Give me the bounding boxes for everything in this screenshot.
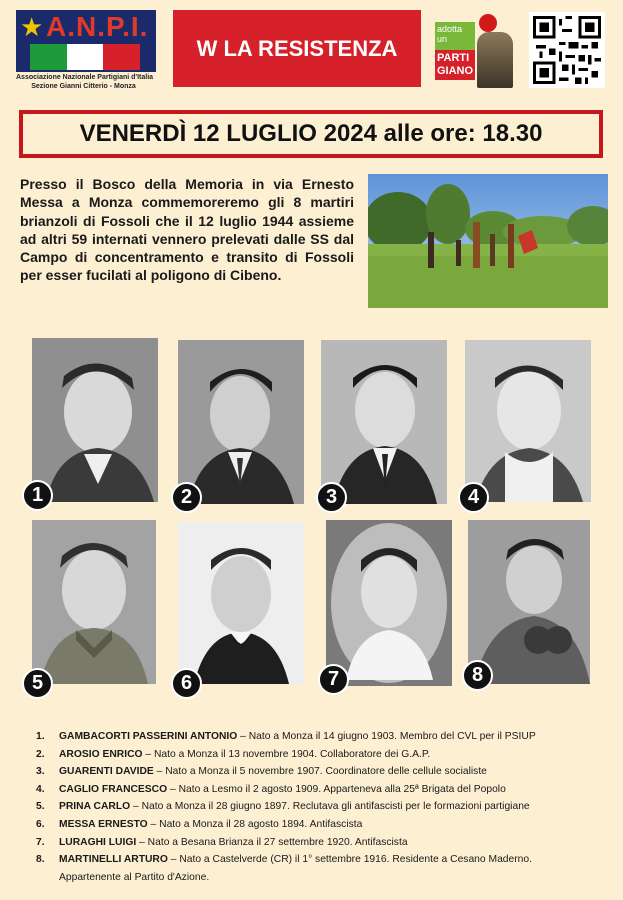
martyr-detail: – Nato a Monza il 13 novembre 1904. Collaboratore dei G.A.P.	[142, 748, 431, 760]
martyr-name: MESSA ERNESTO	[59, 818, 148, 830]
logo-org-line1: Associazione Nazionale Partigiani d'Italia	[16, 74, 154, 81]
adotta-partigiano-logo	[435, 12, 517, 90]
list-item-number	[36, 869, 59, 887]
date-banner: VENERDÌ 12 LUGLIO 2024 alle ore: 18.30	[19, 110, 603, 158]
adotta-parti-text: PARTI GIANO	[435, 50, 475, 80]
martyr-name: AROSIO ENRICO	[59, 748, 143, 760]
martyr-name: CAGLIO FRANCESCO	[59, 783, 168, 795]
martyr-detail: – Nato a Monza il 28 agosto 1894. Antifascista	[147, 818, 363, 830]
portrait-photo	[468, 520, 590, 684]
portrait-photo	[465, 340, 591, 502]
list-item-number: 4.	[36, 783, 45, 795]
list-item	[36, 728, 596, 746]
portrait-number-badge: 1	[22, 480, 53, 511]
martyr-detail: – Nato a Monza il 5 novembre 1907. Coordinatore delle cellule socialiste	[153, 766, 487, 778]
list-item-number: 6.	[36, 818, 45, 830]
list-item-number: 2.	[36, 748, 45, 760]
list-item	[36, 834, 596, 852]
list-item	[36, 851, 596, 869]
list-item	[36, 869, 596, 887]
portrait-photo	[321, 340, 447, 504]
martyr-name: MARTINELLI ARTURO	[59, 854, 168, 866]
italian-flag-icon	[30, 44, 140, 70]
martyr-detail: – Nato a Lesmo il 2 agosto 1909. Apparteneva alla 25ª Brigata del Popolo	[167, 783, 506, 795]
list-item-number: 1.	[36, 731, 45, 742]
qr-code[interactable]	[529, 12, 605, 88]
adotta-text: adotta un	[435, 22, 475, 52]
star-icon: ★	[20, 12, 44, 42]
portrait-number-badge: 3	[316, 482, 347, 513]
portrait-number-badge: 4	[458, 482, 489, 513]
list-item	[36, 816, 596, 834]
martyr-detail: – Nato a Monza il 28 giugno 1897. Reclutava gli antifascisti per le formazioni partigiane	[130, 801, 530, 813]
portrait-photo	[178, 522, 304, 684]
list-item	[36, 763, 596, 781]
memorial-park-photo	[368, 174, 608, 308]
logo-letters: A.N.P.I.	[46, 11, 149, 42]
list-item	[36, 781, 596, 799]
portrait-number-badge: 2	[171, 482, 202, 513]
poppy-icon	[479, 14, 497, 32]
qr-code-icon	[533, 16, 601, 84]
martyr-detail: – Nato a Castelverde (CR) il 1° settembre 1916. Residente a Cesano Maderno.	[167, 854, 532, 866]
list-item-number: 3.	[36, 766, 45, 778]
logo-org-name	[16, 73, 161, 91]
anpi-logo	[16, 10, 156, 92]
list-item	[36, 746, 596, 764]
list-item-number: 7.	[36, 836, 45, 848]
martyr-name: PRINA CARLO	[59, 801, 131, 813]
martyr-detail: – Nato a Monza il 14 giugno 1903. Membro del CVL per il PSIUP	[237, 731, 536, 742]
portrait-photo	[32, 338, 158, 502]
logo-org-line2: Sezione Gianni Citterio - Monza	[31, 83, 136, 90]
martyr-name: LURAGHI LUIGI	[59, 836, 137, 848]
portrait-number-badge: 6	[171, 668, 202, 699]
list-item-number: 5.	[36, 801, 45, 813]
partisan-figure-icon	[477, 32, 513, 88]
portrait-number-badge: 5	[22, 668, 53, 699]
portrait-number-badge: 8	[462, 660, 493, 691]
list-item-number: 8.	[36, 854, 45, 866]
portrait-number-badge: 7	[318, 664, 349, 695]
martyr-name: GAMBACORTI PASSERINI ANTONIO	[59, 731, 238, 742]
martyrs-list	[36, 728, 596, 886]
list-item	[36, 798, 596, 816]
portrait-photo	[178, 340, 304, 504]
martyr-detail: – Nato a Besana Brianza il 27 settembre 1920. Antifascista	[136, 836, 408, 848]
intro-text: Presso il Bosco della Memoria in via Ernesto Messa a Monza commemoreremo gli 8 martiri brianzoli di Fossoli che il 12 luglio 1944 assieme ad altri 59 internati vennero prelevati dalle SS dal Campo di concentramento e transito di Fossoli per esser fucilati al poligono di Cibeno.	[20, 176, 354, 284]
martyr-name: GUARENTI DAVIDE	[59, 766, 154, 778]
martyr-detail: Appartenente al Partito d'Azione.	[59, 871, 210, 883]
page-title: W LA RESISTENZA	[173, 10, 421, 87]
portrait-photo	[326, 520, 452, 686]
portrait-photo	[32, 520, 156, 684]
logo-banner	[16, 10, 156, 72]
